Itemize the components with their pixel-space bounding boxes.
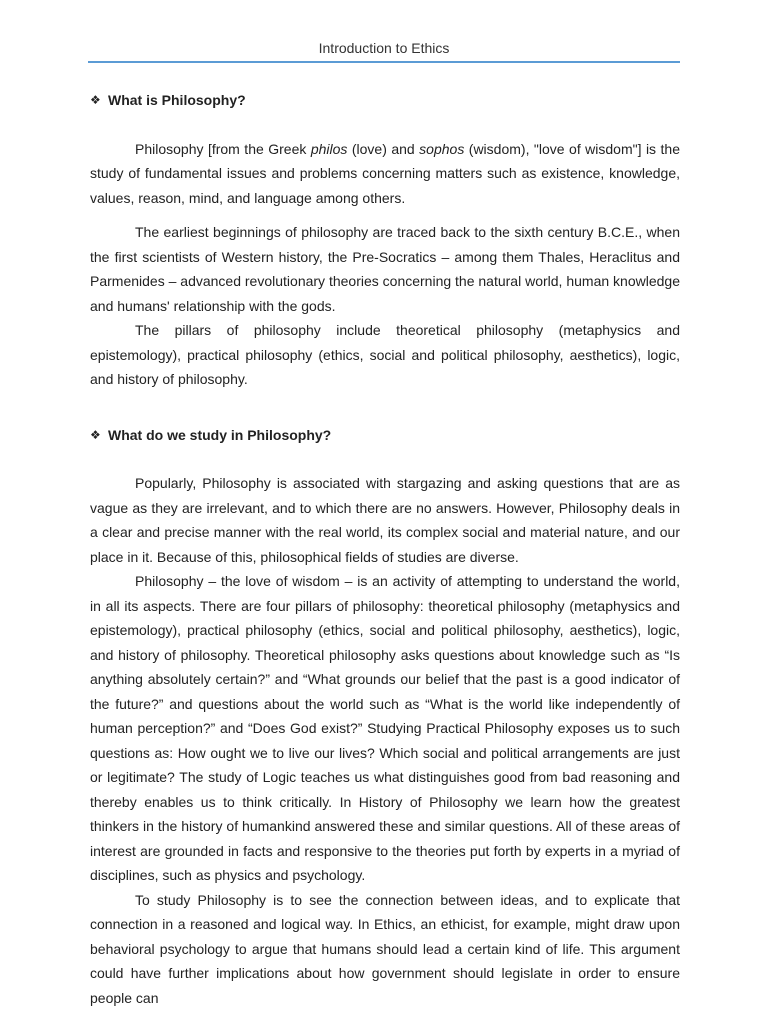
section-heading-what-do-we-study [90,423,680,448]
paragraph-love-of-wisdom: Philosophy – the love of wisdom – is an activity of attempting to understand the world, in all its aspects. There are four pillars of philosophy: theoretical philosophy (metaphysics and epistemology), practical philosophy (ethics, social and political philosophy, aesthetics), logic, and history of philosophy. Theoretical philosophy asks questions about knowledge such as “Is anything absolutely certain?” and “What grounds our belief that the past is a good indicator of the future?” and questions about the world such as “What is the world like independently of human perception?” and “Does God exist?” Studying Practical Philosophy exposes us to such questions as: How ought we to live our lives? Which social and political arrangements are just or legitimate? The study of Logic teaches us what distinguishes good from bad reasoning and thereby enables us to think critically. In History of Philosophy we learn how the greatest thinkers in the history of humankind answered these and similar questions. All of these areas of interest are grounded in facts and responsive to the theories put forth by experts in a myriad of disciplines, such as physics and psychology. [90,573,680,883]
header-rule [88,61,680,63]
paragraph-pillars: The pillars of philosophy include theoretical philosophy (metaphysics and epistemology), practical philosophy (ethics, social and political philosophy, aesthetics), logic, and history of philosophy. [90,322,680,387]
page-header-title: Introduction to Ethics [318,40,450,56]
document-body [90,88,680,1010]
section-heading-what-is-philosophy [90,88,680,113]
diamond-bullet-icon: ❖ [90,427,101,442]
paragraph-popularly: Popularly, Philosophy is associated with stargazing and asking questions that are as vague as they are irrelevant, and to which there are no answers. However, Philosophy deals in a clear and precise manner with the real world, its complex social and material nature, and our place in it. Because of this, philosophical fields of studies are diverse. [90,475,680,565]
section-heading-text: What is Philosophy? [108,92,246,108]
diamond-bullet-icon: ❖ [90,93,101,107]
paragraph-beginnings: The earliest beginnings of philosophy are traced back to the sixth century B.C.E., when the first scientists of Western history, the Pre-Socratics – among them Thales, Heraclitus and Parmenides – advanced revolutionary theories concerning the natural world, human knowledge and humans' relationship with the gods. [90,224,680,314]
section-heading-text: What do we study in Philosophy? [108,426,332,443]
paragraph-connection: To study Philosophy is to see the connection between ideas, and to explicate that connection in a reasoned and logical way. In Ethics, an ethicist, for example, might draw upon behavioral psychology to argue that humans should lead a certain kind of life. This argument could have further implications about how government should legislate in order to ensure people can [90,891,680,1006]
paragraph-definition: Philosophy [from the Greek philos (love) and sophos (wisdom), "love of wisdom"] is the study of fundamental issues and problems concerning matters such as existence, knowledge, values, reason, mind, and language among others. [90,140,680,206]
